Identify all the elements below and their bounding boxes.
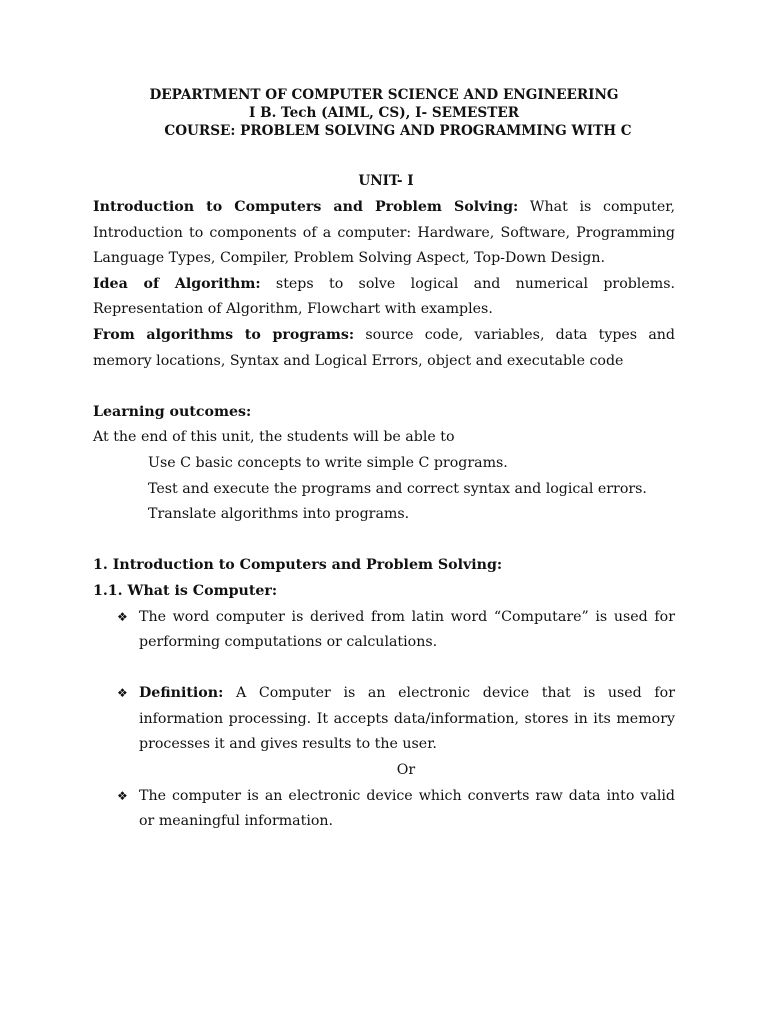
learning-outcome-item: Use C basic concepts to write simple C programs.: [148, 454, 508, 471]
course-title: COURSE: PROBLEM SOLVING AND PROGRAMMING WITH C: [164, 123, 632, 139]
syllabus-text: source code, variables, data types and memory locations, Syntax and Logical Errors, object and executable code: [93, 326, 675, 369]
syllabus-paragraph-programs: [93, 323, 675, 374]
document-header: [0, 86, 768, 140]
department-title: DEPARTMENT OF COMPUTER SCIENCE AND ENGINEERING: [149, 87, 619, 103]
bullet-text: A Computer is an electronic device that is used for information processing. It accepts data/information, stores in its memory processes it and gives results to the user.: [139, 685, 675, 753]
syllabus-heading: Introduction to Computers and Problem Solving:: [93, 199, 519, 215]
document-body: [93, 195, 675, 835]
diamond-bullet-icon: ❖: [117, 788, 128, 803]
syllabus-heading: From algorithms to programs:: [93, 326, 355, 343]
program-title: I B. Tech (AIML, CS), I- SEMESTER: [249, 105, 519, 121]
learning-outcome-item: Test and execute the programs and correct syntax and logical errors.: [148, 480, 647, 497]
learning-outcome-item: Translate algorithms into programs.: [148, 506, 410, 523]
bullet-text: The computer is an electronic device which converts raw data into valid or meaningful information.: [139, 787, 675, 830]
diamond-bullet-icon: ❖: [117, 686, 128, 701]
spacer: [93, 374, 675, 400]
syllabus-paragraph-intro: [93, 195, 675, 272]
bullet-item-definition: [93, 681, 675, 758]
learning-outcomes-heading: Learning outcomes:: [93, 403, 252, 420]
syllabus-heading: Idea of Algorithm:: [93, 275, 261, 292]
definition-label: Definition:: [139, 685, 224, 702]
bullet-item-alt-definition: [93, 784, 675, 835]
unit-title: UNIT- I: [358, 173, 414, 189]
syllabus-paragraph-algorithm: [93, 272, 675, 323]
or-separator: Or: [396, 762, 416, 779]
bullet-text: The word computer is derived from latin word “Computare” is used for performing computations or calculations.: [139, 608, 675, 651]
section-heading: 1. Introduction to Computers and Problem Solving:: [93, 557, 503, 574]
spacer: [93, 656, 675, 682]
section-subheading: 1.1. What is Computer:: [93, 582, 278, 599]
bullet-item-etymology: [93, 605, 675, 656]
spacer: [93, 528, 675, 554]
learning-outcomes-intro: At the end of this unit, the students will be able to: [93, 429, 455, 446]
syllabus-text: What is computer, Introduction to components of a computer: Hardware, Software, Programming Language Types, Compiler, Problem Solving Aspect, Top-Down Design.: [93, 199, 675, 267]
diamond-bullet-icon: ❖: [117, 609, 128, 624]
syllabus-text: steps to solve logical and numerical problems. Representation of Algorithm, Flowchart with examples.: [93, 275, 675, 318]
